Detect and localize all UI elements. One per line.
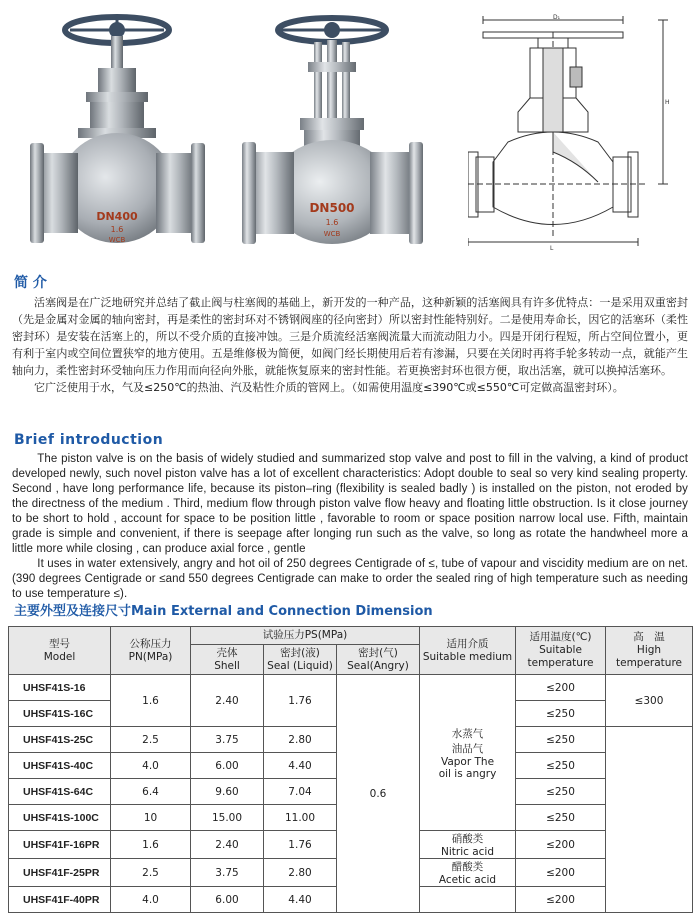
intro-en-text xyxy=(12,452,688,602)
dim-l: L xyxy=(550,245,554,252)
temp-cell: ≤250 xyxy=(516,779,606,805)
model-cell: UHSF41S-25C xyxy=(9,727,111,753)
pn-cell: 6.4 xyxy=(111,779,191,805)
header-seal-gas: 密封(气) Seal(Angry) xyxy=(337,645,420,675)
dim-h: H xyxy=(665,99,670,106)
header-temperature: 适用温度(℃) Suitable temperature xyxy=(516,627,606,675)
model-cell: UHSF41S-100C xyxy=(9,805,111,831)
header-seal-liquid: 密封(液) Seal (Liquid) xyxy=(264,645,337,675)
shell-cell: 2.40 xyxy=(191,675,264,727)
intro-cn-title: 简 介 xyxy=(14,275,47,291)
header-pn: 公称压力 PN(MPa) xyxy=(111,627,191,675)
table-row xyxy=(9,675,693,701)
high-temp-empty-cell xyxy=(606,727,693,913)
shell-cell: 9.60 xyxy=(191,779,264,805)
valve-photo-dn400 xyxy=(30,8,205,258)
high-temp-cell: ≤300 xyxy=(606,675,693,727)
shell-cell: 2.40 xyxy=(191,831,264,859)
temp-cell: ≤200 xyxy=(516,675,606,701)
shell-cell: 6.00 xyxy=(191,887,264,913)
header-model: 型号 Model xyxy=(9,627,111,675)
model-cell: UHSF41F-25PR xyxy=(9,859,111,887)
dimension-table xyxy=(8,626,693,913)
intro-en-title: Brief introduction xyxy=(14,432,164,448)
dimension-table-wrapper xyxy=(8,626,692,913)
intro-cn-paragraph-1: 活塞阀是在广泛地研究并总结了截止阀与柱塞阀的基础上，新开发的一种产品，这种新颖的活塞阀具有许多优特点：一是采用双重密封（先是金属对金属的轴向密封，再是柔性的密封环对不锈钢阀座的径向密封）所以密封性能特别好。二是使用寿命长，因它的活塞环（柔性密封环）是安装在活塞上的，所以不受介质的直接冲蚀。三是介质流经活塞阀流量大而流动阻力小。四是开闭行程短，所占空间位置小，更有利于室内或空间位置狭窄的地方使用。五是维修极为简便，如阀门经长期使用后若有渗漏，只要在关闭时再将手轮多转动一点，就能产生轴向力，柔性密封环受轴向压力作用而向径向外胀，就能恢复原来的密封性能。若更换密封环也很方便，取出活塞，就可以换掉活塞环。 xyxy=(12,296,688,377)
valve1-label: DN400 xyxy=(96,210,138,223)
model-cell: UHSF41S-40C xyxy=(9,753,111,779)
header-test-pressure: 试验压力PS(MPa) xyxy=(191,627,420,645)
header-high-temperature: 高 温 High temperature xyxy=(606,627,693,675)
model-cell: UHSF41S-16 xyxy=(9,675,111,701)
medium-empty-cell xyxy=(420,887,516,913)
seal-liquid-cell: 4.40 xyxy=(264,887,337,913)
valve2-pressure: 1.6 xyxy=(325,218,339,227)
valve-photo-dn500 xyxy=(240,12,425,257)
temp-cell: ≤250 xyxy=(516,727,606,753)
valve2-label: DN500 xyxy=(309,201,355,215)
temp-cell: ≤250 xyxy=(516,753,606,779)
product-images xyxy=(0,0,700,265)
model-cell: UHSF41S-64C xyxy=(9,779,111,805)
model-cell: UHSF41F-40PR xyxy=(9,887,111,913)
model-cell: UHSF41F-16PR xyxy=(9,831,111,859)
shell-cell: 15.00 xyxy=(191,805,264,831)
seal-liquid-cell: 2.80 xyxy=(264,727,337,753)
intro-en-paragraph-2: It uses in water extensively, angry and hot oil of 250 degrees Centigrade of ≤, tube of vapour and viscidity medium are on net. (390 degrees Centigrade or ≤and 550 degrees Centigrade can make to order the sealed ring of high temperature such as needing to use temperature ≤). xyxy=(12,558,688,600)
shell-cell: 3.75 xyxy=(191,727,264,753)
pn-cell: 1.6 xyxy=(111,831,191,859)
intro-cn-paragraph-2: 它广泛使用于水，气及≤250℃的热油、汽及粘性介质的管网上。（如需使用温度≤390℃或≤550℃可定做高温密封环）。 xyxy=(34,381,624,394)
temp-cell: ≤250 xyxy=(516,805,606,831)
dim-d1: D₁ xyxy=(553,14,561,21)
pn-cell: 2.5 xyxy=(111,727,191,753)
pn-cell: 4.0 xyxy=(111,753,191,779)
seal-liquid-cell: 7.04 xyxy=(264,779,337,805)
temp-cell: ≤250 xyxy=(516,701,606,727)
header-shell: 壳体 Shell xyxy=(191,645,264,675)
intro-en-paragraph-1: The piston valve is on the basis of widely studied and summarized stop valve and post to fill in the valving, a kind of product developed newly, such novel piston valve has a lot of excellent characteristics: Adopt double to seal so very kind sealing property. Second , have long performance life, because its piston–ring (flexibility is sealed badly ) is installed on the piston, not eroded by the directness of the medium . Third, medium flow through piston valve flow heavy and floating little obstruction. Is it close journey to be short to hold , account for space to be position little , favorable to room or space position narrow local use. Fifth, maintain grade is simple and convenient, if there is seepage after longing run such as the valve, so long as rotate the handwheel more a little more while closing , can produce axial force , gentle xyxy=(12,453,688,555)
valve1-pressure: 1.6 xyxy=(110,225,124,234)
intro-cn-text xyxy=(12,294,688,396)
valve-section-drawing xyxy=(468,12,686,252)
medium-nitric-cell: 硝酸类 Nitric acid xyxy=(420,831,516,859)
medium-steam-cell: 水蒸气 油品气 Vapor The oil is angry xyxy=(420,675,516,831)
table-title: 主要外型及连接尺寸Main External and Connection Dimension xyxy=(14,604,433,619)
seal-liquid-cell: 1.76 xyxy=(264,675,337,727)
temp-cell: ≤200 xyxy=(516,859,606,887)
seal-gas-cell: 0.6 xyxy=(337,675,420,913)
pn-cell: 10 xyxy=(111,805,191,831)
pn-cell: 2.5 xyxy=(111,859,191,887)
valve2-material: WCB xyxy=(323,230,341,238)
model-cell: UHSF41S-16C xyxy=(9,701,111,727)
temp-cell: ≤200 xyxy=(516,831,606,859)
shell-cell: 6.00 xyxy=(191,753,264,779)
valve1-material: WCB xyxy=(108,236,126,244)
pn-cell: 1.6 xyxy=(111,675,191,727)
header-medium: 适用介质 Suitable medium xyxy=(420,627,516,675)
seal-liquid-cell: 4.40 xyxy=(264,753,337,779)
temp-cell: ≤200 xyxy=(516,887,606,913)
medium-acetic-cell: 醋酸类 Acetic acid xyxy=(420,859,516,887)
seal-liquid-cell: 1.76 xyxy=(264,831,337,859)
shell-cell: 3.75 xyxy=(191,859,264,887)
seal-liquid-cell: 2.80 xyxy=(264,859,337,887)
seal-liquid-cell: 11.00 xyxy=(264,805,337,831)
pn-cell: 4.0 xyxy=(111,887,191,913)
